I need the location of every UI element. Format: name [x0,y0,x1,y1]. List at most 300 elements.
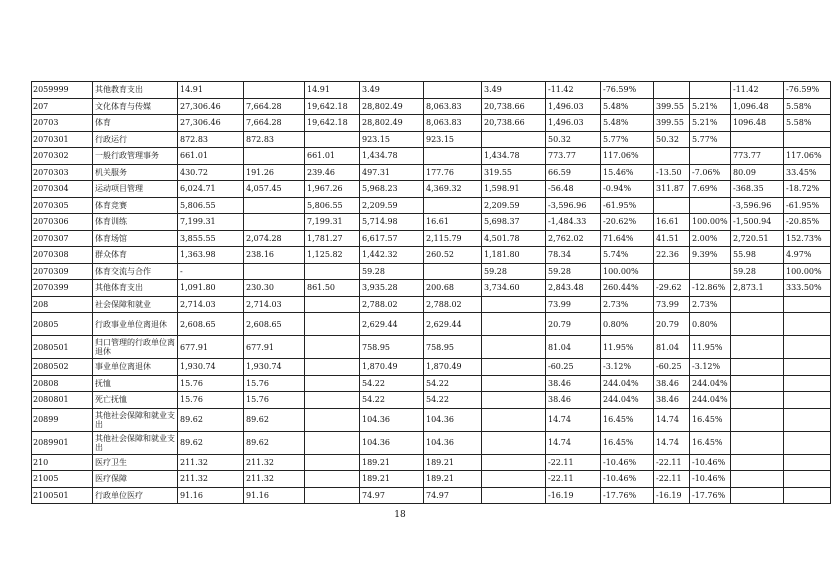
cell-basic-rate: 16.45% [690,408,731,431]
cell-prev-total: 1,930.74 [178,359,244,376]
cell-basic-rate: 11.95% [690,336,731,359]
cell-curr-project [482,336,546,359]
cell-project-rate [784,359,831,376]
cell-project-rate: 33.45% [784,164,831,181]
cell-prev-basic: 89.62 [244,408,305,431]
cell-prev-project: 19,642.18 [305,98,360,115]
table-row [32,471,831,488]
cell-project-change: 773.77 [731,148,784,165]
cell-curr-project: 4,501.78 [482,230,546,247]
cell-total-change: 773.77 [546,148,601,165]
cell-item-name: 机关服务 [93,164,178,181]
cell-prev-project: 1,125.82 [305,247,360,264]
cell-total-change: 14.74 [546,431,601,454]
table-row [32,392,831,409]
cell-prev-basic: 2,608.65 [244,313,305,336]
cell-prev-project [305,454,360,471]
cell-basic-rate: -10.46% [690,454,731,471]
cell-prev-project: 5,806.55 [305,197,360,214]
table-row [32,82,831,99]
cell-curr-basic: 74.97 [424,487,482,504]
cell-total-rate: 16.45% [601,408,654,431]
cell-project-change: 2,873.1 [731,280,784,297]
cell-project-change [731,408,784,431]
cell-project-change [731,131,784,148]
cell-project-change: -11.42 [731,82,784,99]
cell-project-rate: -18.72% [784,181,831,198]
cell-prev-total: 14.91 [178,82,244,99]
cell-curr-basic [424,148,482,165]
cell-curr-total: 497.31 [360,164,424,181]
cell-prev-basic: 191.26 [244,164,305,181]
cell-prev-total: 677.91 [178,336,244,359]
cell-project-change: -3,596.96 [731,197,784,214]
table-row [32,359,831,376]
cell-total-change: 1,496.03 [546,98,601,115]
cell-basic-change: -60.25 [654,359,690,376]
cell-prev-total: 211.32 [178,454,244,471]
cell-project-change [731,313,784,336]
cell-prev-project: 861.50 [305,280,360,297]
cell-curr-basic: 4,369.32 [424,181,482,198]
table-row [32,115,831,132]
cell-code: 2070301 [32,131,93,148]
cell-curr-basic [424,82,482,99]
cell-curr-project: 59.28 [482,263,546,280]
cell-prev-total: 872.83 [178,131,244,148]
cell-item-name: 文化体育与传媒 [93,98,178,115]
cell-project-change: 1,096.48 [731,98,784,115]
cell-project-change: -1,500.94 [731,214,784,231]
table-row [32,164,831,181]
cell-code: 2070309 [32,263,93,280]
cell-code: 2080501 [32,336,93,359]
cell-prev-total: 430.72 [178,164,244,181]
cell-code: 2070399 [32,280,93,297]
cell-curr-total: 74.97 [360,487,424,504]
cell-code: 2089901 [32,431,93,454]
cell-project-change [731,431,784,454]
cell-prev-total: 1,091.80 [178,280,244,297]
cell-code: 2070306 [32,214,93,231]
cell-item-name: 体育交流与合作 [93,263,178,280]
cell-basic-change: 399.55 [654,98,690,115]
cell-prev-basic: 1,930.74 [244,359,305,376]
cell-curr-total: 2,629.44 [360,313,424,336]
cell-code: 20703 [32,115,93,132]
cell-total-rate: 244.04% [601,375,654,392]
table-row [32,487,831,504]
cell-prev-basic: 677.91 [244,336,305,359]
cell-prev-total: 89.62 [178,408,244,431]
cell-curr-project [482,313,546,336]
cell-basic-rate: -17.76% [690,487,731,504]
cell-curr-total: 54.22 [360,375,424,392]
cell-prev-total: 2,608.65 [178,313,244,336]
cell-curr-total: 5,714.98 [360,214,424,231]
cell-curr-total: 5,968.23 [360,181,424,198]
cell-project-rate [784,336,831,359]
cell-code: 2070307 [32,230,93,247]
cell-basic-change: 311.87 [654,181,690,198]
cell-prev-project [305,336,360,359]
cell-project-change: 59.28 [731,263,784,280]
cell-prev-total: 5,806.55 [178,197,244,214]
cell-item-name: 医疗卫生 [93,454,178,471]
cell-prev-project [305,131,360,148]
cell-project-rate: -20.85% [784,214,831,231]
cell-curr-project: 319.55 [482,164,546,181]
table-row [32,375,831,392]
cell-curr-total: 758.95 [360,336,424,359]
cell-basic-change: 38.46 [654,392,690,409]
cell-basic-change: -13.50 [654,164,690,181]
table-row [32,454,831,471]
cell-curr-project: 3.49 [482,82,546,99]
cell-total-change: 66.59 [546,164,601,181]
cell-curr-total: 189.21 [360,471,424,488]
cell-total-change: 2,843.48 [546,280,601,297]
cell-prev-total: 661.01 [178,148,244,165]
cell-prev-project [305,392,360,409]
cell-curr-total: 1,434.78 [360,148,424,165]
cell-basic-change: 20.79 [654,313,690,336]
cell-total-rate: -17.76% [601,487,654,504]
table-row [32,247,831,264]
cell-total-rate: -10.46% [601,471,654,488]
cell-curr-project: 5,698.37 [482,214,546,231]
cell-prev-basic [244,148,305,165]
cell-prev-basic: 15.76 [244,392,305,409]
cell-total-change: 38.46 [546,392,601,409]
cell-curr-project: 2,209.59 [482,197,546,214]
cell-code: 2070305 [32,197,93,214]
cell-total-rate: 11.95% [601,336,654,359]
cell-curr-basic: 2,629.44 [424,313,482,336]
cell-project-change [731,296,784,313]
cell-project-rate [784,296,831,313]
cell-curr-total: 2,209.59 [360,197,424,214]
cell-total-change: -60.25 [546,359,601,376]
cell-prev-total: 2,714.03 [178,296,244,313]
cell-prev-total: 91.16 [178,487,244,504]
cell-total-rate: 0.80% [601,313,654,336]
cell-basic-change: 14.74 [654,431,690,454]
cell-total-change: 20.79 [546,313,601,336]
cell-project-change [731,375,784,392]
cell-item-name: 其他体育支出 [93,280,178,297]
cell-project-change [731,487,784,504]
cell-code: 2080502 [32,359,93,376]
cell-basic-rate: -3.12% [690,359,731,376]
cell-prev-project: 7,199.31 [305,214,360,231]
cell-project-rate: 152.73% [784,230,831,247]
cell-item-name: 死亡抚恤 [93,392,178,409]
cell-prev-project: 661.01 [305,148,360,165]
cell-project-change: -368.35 [731,181,784,198]
cell-curr-project: 20,738.66 [482,115,546,132]
cell-code: 20808 [32,375,93,392]
cell-curr-basic: 104.36 [424,408,482,431]
cell-prev-total: 27,306.46 [178,98,244,115]
cell-total-change: -3,596.96 [546,197,601,214]
cell-basic-change: 22.36 [654,247,690,264]
cell-prev-basic: 91.16 [244,487,305,504]
cell-prev-basic: 238.16 [244,247,305,264]
cell-basic-rate: 7.69% [690,181,731,198]
cell-curr-basic [424,263,482,280]
cell-item-name: 群众体育 [93,247,178,264]
cell-project-change [731,471,784,488]
cell-total-rate: 16.45% [601,431,654,454]
cell-basic-rate: 100.00% [690,214,731,231]
cell-curr-total: 28,802.49 [360,98,424,115]
cell-prev-basic: 230.30 [244,280,305,297]
cell-curr-total: 59.28 [360,263,424,280]
cell-project-rate: -76.59% [784,82,831,99]
table-row [32,181,831,198]
cell-prev-basic: 4,057.45 [244,181,305,198]
cell-project-change [731,359,784,376]
cell-curr-basic: 177.76 [424,164,482,181]
cell-total-rate: -3.12% [601,359,654,376]
cell-prev-total: 6,024.71 [178,181,244,198]
cell-item-name: 抚恤 [93,375,178,392]
cell-item-name: 其他教育支出 [93,82,178,99]
cell-basic-change: 50.32 [654,131,690,148]
cell-code: 207 [32,98,93,115]
cell-basic-change: -22.11 [654,454,690,471]
cell-total-change: -56.48 [546,181,601,198]
cell-total-rate: 117.06% [601,148,654,165]
cell-project-change: 80.09 [731,164,784,181]
table-row [32,98,831,115]
cell-basic-change: 73.99 [654,296,690,313]
cell-curr-basic: 54.22 [424,392,482,409]
cell-curr-project: 1,434.78 [482,148,546,165]
cell-curr-total: 189.21 [360,454,424,471]
cell-project-rate [784,487,831,504]
cell-total-rate: 2.73% [601,296,654,313]
cell-project-change [731,454,784,471]
cell-project-rate [784,131,831,148]
cell-curr-project: 3,734.60 [482,280,546,297]
table-row [32,197,831,214]
cell-curr-basic: 54.22 [424,375,482,392]
cell-prev-project [305,431,360,454]
cell-prev-basic: 2,074.28 [244,230,305,247]
cell-project-change: 55.98 [731,247,784,264]
cell-basic-rate: 5.77% [690,131,731,148]
cell-total-change: 38.46 [546,375,601,392]
cell-basic-rate [690,263,731,280]
cell-prev-project: 239.46 [305,164,360,181]
cell-code: 2070308 [32,247,93,264]
cell-curr-basic: 2,788.02 [424,296,482,313]
cell-total-change: 81.04 [546,336,601,359]
cell-total-rate: -76.59% [601,82,654,99]
cell-curr-basic: 189.21 [424,471,482,488]
cell-curr-basic: 8,063.83 [424,115,482,132]
cell-item-name: 社会保障和就业 [93,296,178,313]
cell-total-change: 2,762.02 [546,230,601,247]
cell-curr-total: 3,935.28 [360,280,424,297]
cell-curr-basic: 2,115.79 [424,230,482,247]
cell-total-change: 14.74 [546,408,601,431]
cell-project-rate: 5.58% [784,98,831,115]
cell-basic-change: 399.55 [654,115,690,132]
budget-table [31,81,831,504]
cell-basic-change [654,148,690,165]
cell-prev-basic: 211.32 [244,454,305,471]
cell-prev-project [305,359,360,376]
cell-prev-basic: 89.62 [244,431,305,454]
cell-curr-project [482,408,546,431]
cell-item-name: 事业单位离退休 [93,359,178,376]
cell-prev-total: 15.76 [178,392,244,409]
cell-total-rate: 244.04% [601,392,654,409]
cell-basic-rate: 244.04% [690,392,731,409]
cell-code: 2059999 [32,82,93,99]
cell-prev-basic: 7,664.28 [244,115,305,132]
cell-prev-basic [244,263,305,280]
cell-curr-basic: 923.15 [424,131,482,148]
cell-curr-basic: 16.61 [424,214,482,231]
cell-curr-basic [424,197,482,214]
cell-code: 2100501 [32,487,93,504]
cell-prev-basic [244,82,305,99]
cell-prev-project [305,375,360,392]
cell-project-rate [784,375,831,392]
cell-total-change: -1,484.33 [546,214,601,231]
cell-total-change: -22.11 [546,471,601,488]
cell-basic-rate: 5.21% [690,98,731,115]
cell-basic-rate: 9.39% [690,247,731,264]
cell-project-rate [784,471,831,488]
cell-basic-rate: 5.21% [690,115,731,132]
cell-curr-basic: 1,870.49 [424,359,482,376]
cell-curr-basic: 260.52 [424,247,482,264]
cell-curr-total: 104.36 [360,431,424,454]
cell-code: 2070302 [32,148,93,165]
cell-total-change: 1,496.03 [546,115,601,132]
cell-basic-rate: -12.86% [690,280,731,297]
cell-total-change: 78.34 [546,247,601,264]
cell-total-change: 59.28 [546,263,601,280]
table-row [32,296,831,313]
cell-prev-project [305,296,360,313]
table-row [32,280,831,297]
cell-total-rate: 5.48% [601,98,654,115]
cell-total-change: 73.99 [546,296,601,313]
cell-item-name: 行政运行 [93,131,178,148]
cell-curr-basic: 189.21 [424,454,482,471]
cell-curr-total: 923.15 [360,131,424,148]
cell-curr-total: 2,788.02 [360,296,424,313]
cell-basic-rate: 2.00% [690,230,731,247]
cell-prev-project: 1,967.26 [305,181,360,198]
cell-prev-total: - [178,263,244,280]
cell-item-name: 其他社会保障和就业支出 [93,431,178,454]
cell-prev-total: 27,306.46 [178,115,244,132]
cell-total-rate: 5.77% [601,131,654,148]
cell-item-name: 医疗保障 [93,471,178,488]
cell-curr-project [482,471,546,488]
cell-basic-rate: -10.46% [690,471,731,488]
cell-curr-project [482,131,546,148]
cell-prev-project [305,487,360,504]
cell-prev-project [305,263,360,280]
cell-prev-project: 14.91 [305,82,360,99]
cell-project-rate [784,313,831,336]
cell-project-rate: 4.97% [784,247,831,264]
table-row [32,148,831,165]
cell-total-rate: -0.94% [601,181,654,198]
cell-curr-total: 3.49 [360,82,424,99]
table-row [32,131,831,148]
cell-curr-project [482,296,546,313]
table-row [32,431,831,454]
table-row [32,336,831,359]
cell-curr-project [482,375,546,392]
cell-prev-total: 7,199.31 [178,214,244,231]
cell-curr-total: 1,442.32 [360,247,424,264]
cell-prev-basic: 2,714.03 [244,296,305,313]
cell-curr-project [482,359,546,376]
cell-project-rate [784,431,831,454]
page-number: 18 [394,510,406,520]
cell-basic-change [654,197,690,214]
cell-item-name: 体育竞赛 [93,197,178,214]
table-row [32,263,831,280]
cell-basic-change: 81.04 [654,336,690,359]
cell-item-name: 归口管理的行政单位离退休 [93,336,178,359]
cell-total-rate: 71.64% [601,230,654,247]
cell-total-change: -16.19 [546,487,601,504]
cell-basic-change [654,263,690,280]
cell-project-change: 1096.48 [731,115,784,132]
cell-item-name: 行政事业单位离退休 [93,313,178,336]
cell-code: 210 [32,454,93,471]
cell-code: 20805 [32,313,93,336]
cell-basic-rate: 16.45% [690,431,731,454]
cell-curr-project [482,454,546,471]
cell-total-change: -22.11 [546,454,601,471]
cell-prev-basic: 7,664.28 [244,98,305,115]
cell-code: 20899 [32,408,93,431]
cell-total-rate: -10.46% [601,454,654,471]
table-row [32,214,831,231]
cell-code: 2080801 [32,392,93,409]
cell-curr-total: 104.36 [360,408,424,431]
cell-curr-project [482,431,546,454]
cell-total-rate: 260.44% [601,280,654,297]
cell-curr-project [482,487,546,504]
cell-prev-basic: 211.32 [244,471,305,488]
table-row [32,313,831,336]
cell-curr-total: 54.22 [360,392,424,409]
cell-prev-basic: 15.76 [244,375,305,392]
cell-code: 208 [32,296,93,313]
cell-basic-change [654,82,690,99]
cell-project-rate [784,454,831,471]
cell-basic-rate: -7.06% [690,164,731,181]
cell-curr-basic: 200.68 [424,280,482,297]
cell-basic-rate [690,148,731,165]
cell-basic-rate: 244.04% [690,375,731,392]
cell-total-change: -11.42 [546,82,601,99]
cell-project-rate [784,392,831,409]
